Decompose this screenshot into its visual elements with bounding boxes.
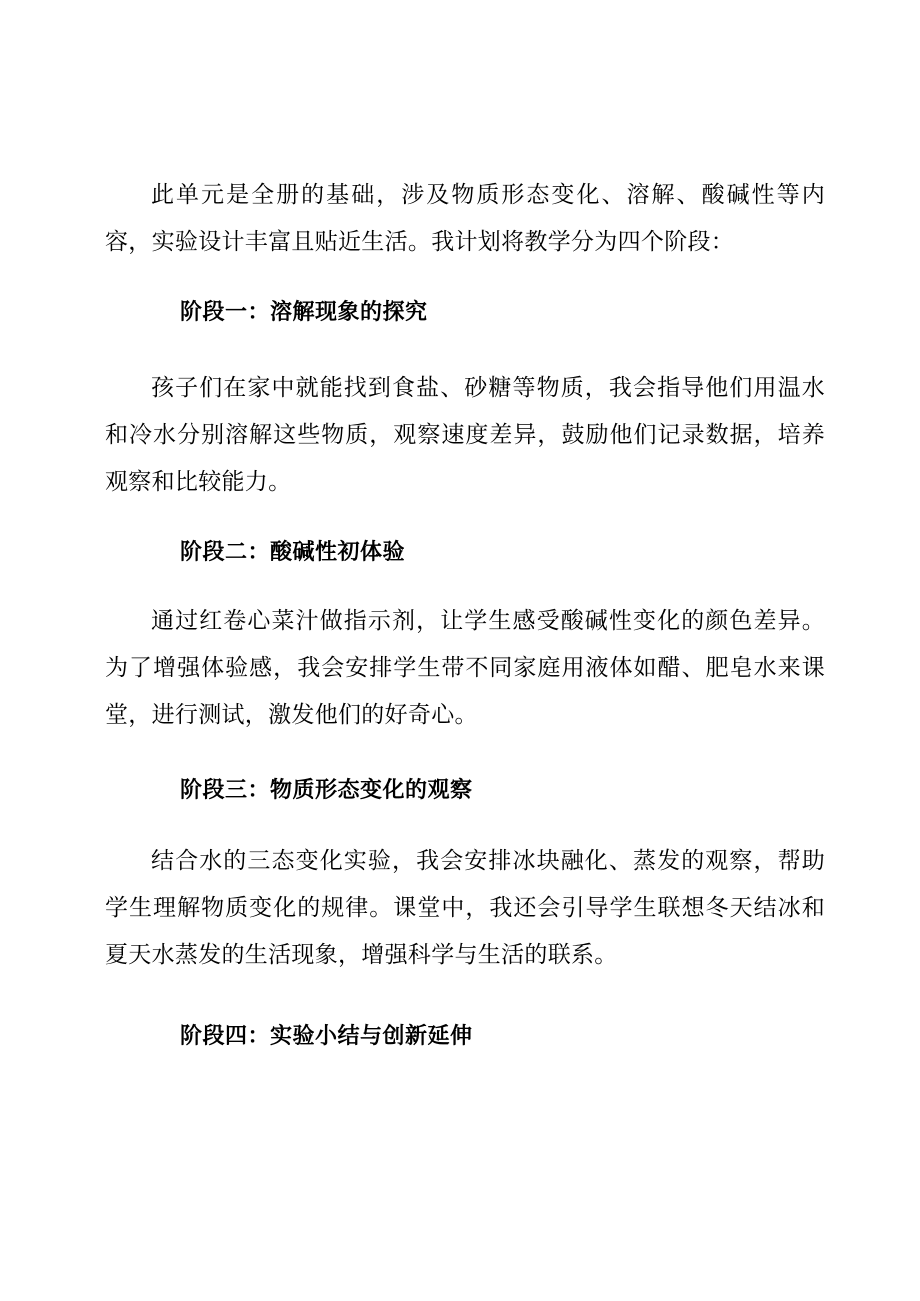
stage-1-heading: 阶段一：溶解现象的探究 — [180, 299, 428, 325]
stage-2-heading: 阶段二：酸碱性初体验 — [180, 539, 406, 565]
stage-4-heading: 阶段四：实验小结与创新延伸 — [180, 1023, 473, 1049]
stage-3-paragraph: 结合水的三态变化实验，我会安排冰块融化、蒸发的观察，帮助学生理解物质变化的规律。课堂中，我还会引导学生联想冬天结冰和夏天水蒸发的生活现象，增强科学与生活的联系。 — [105, 848, 825, 968]
stage-2-paragraph: 通过红卷心菜汁做指示剂，让学生感受酸碱性变化的颜色差异。为了增强体验感，我会安排学生带不同家庭用液体如醋、肥皂水来课堂，进行测试，激发他们的好奇心。 — [105, 608, 825, 728]
intro-paragraph: 此单元是全册的基础，涉及物质形态变化、溶解、酸碱性等内容，实验设计丰富且贴近生活。我计划将教学分为四个阶段： — [105, 182, 825, 255]
stage-3-heading: 阶段三：物质形态变化的观察 — [180, 777, 473, 803]
stage-1-paragraph: 孩子们在家中就能找到食盐、砂糖等物质，我会指导他们用温水和冷水分别溶解这些物质，观察速度差异，鼓励他们记录数据，培养观察和比较能力。 — [105, 375, 825, 495]
